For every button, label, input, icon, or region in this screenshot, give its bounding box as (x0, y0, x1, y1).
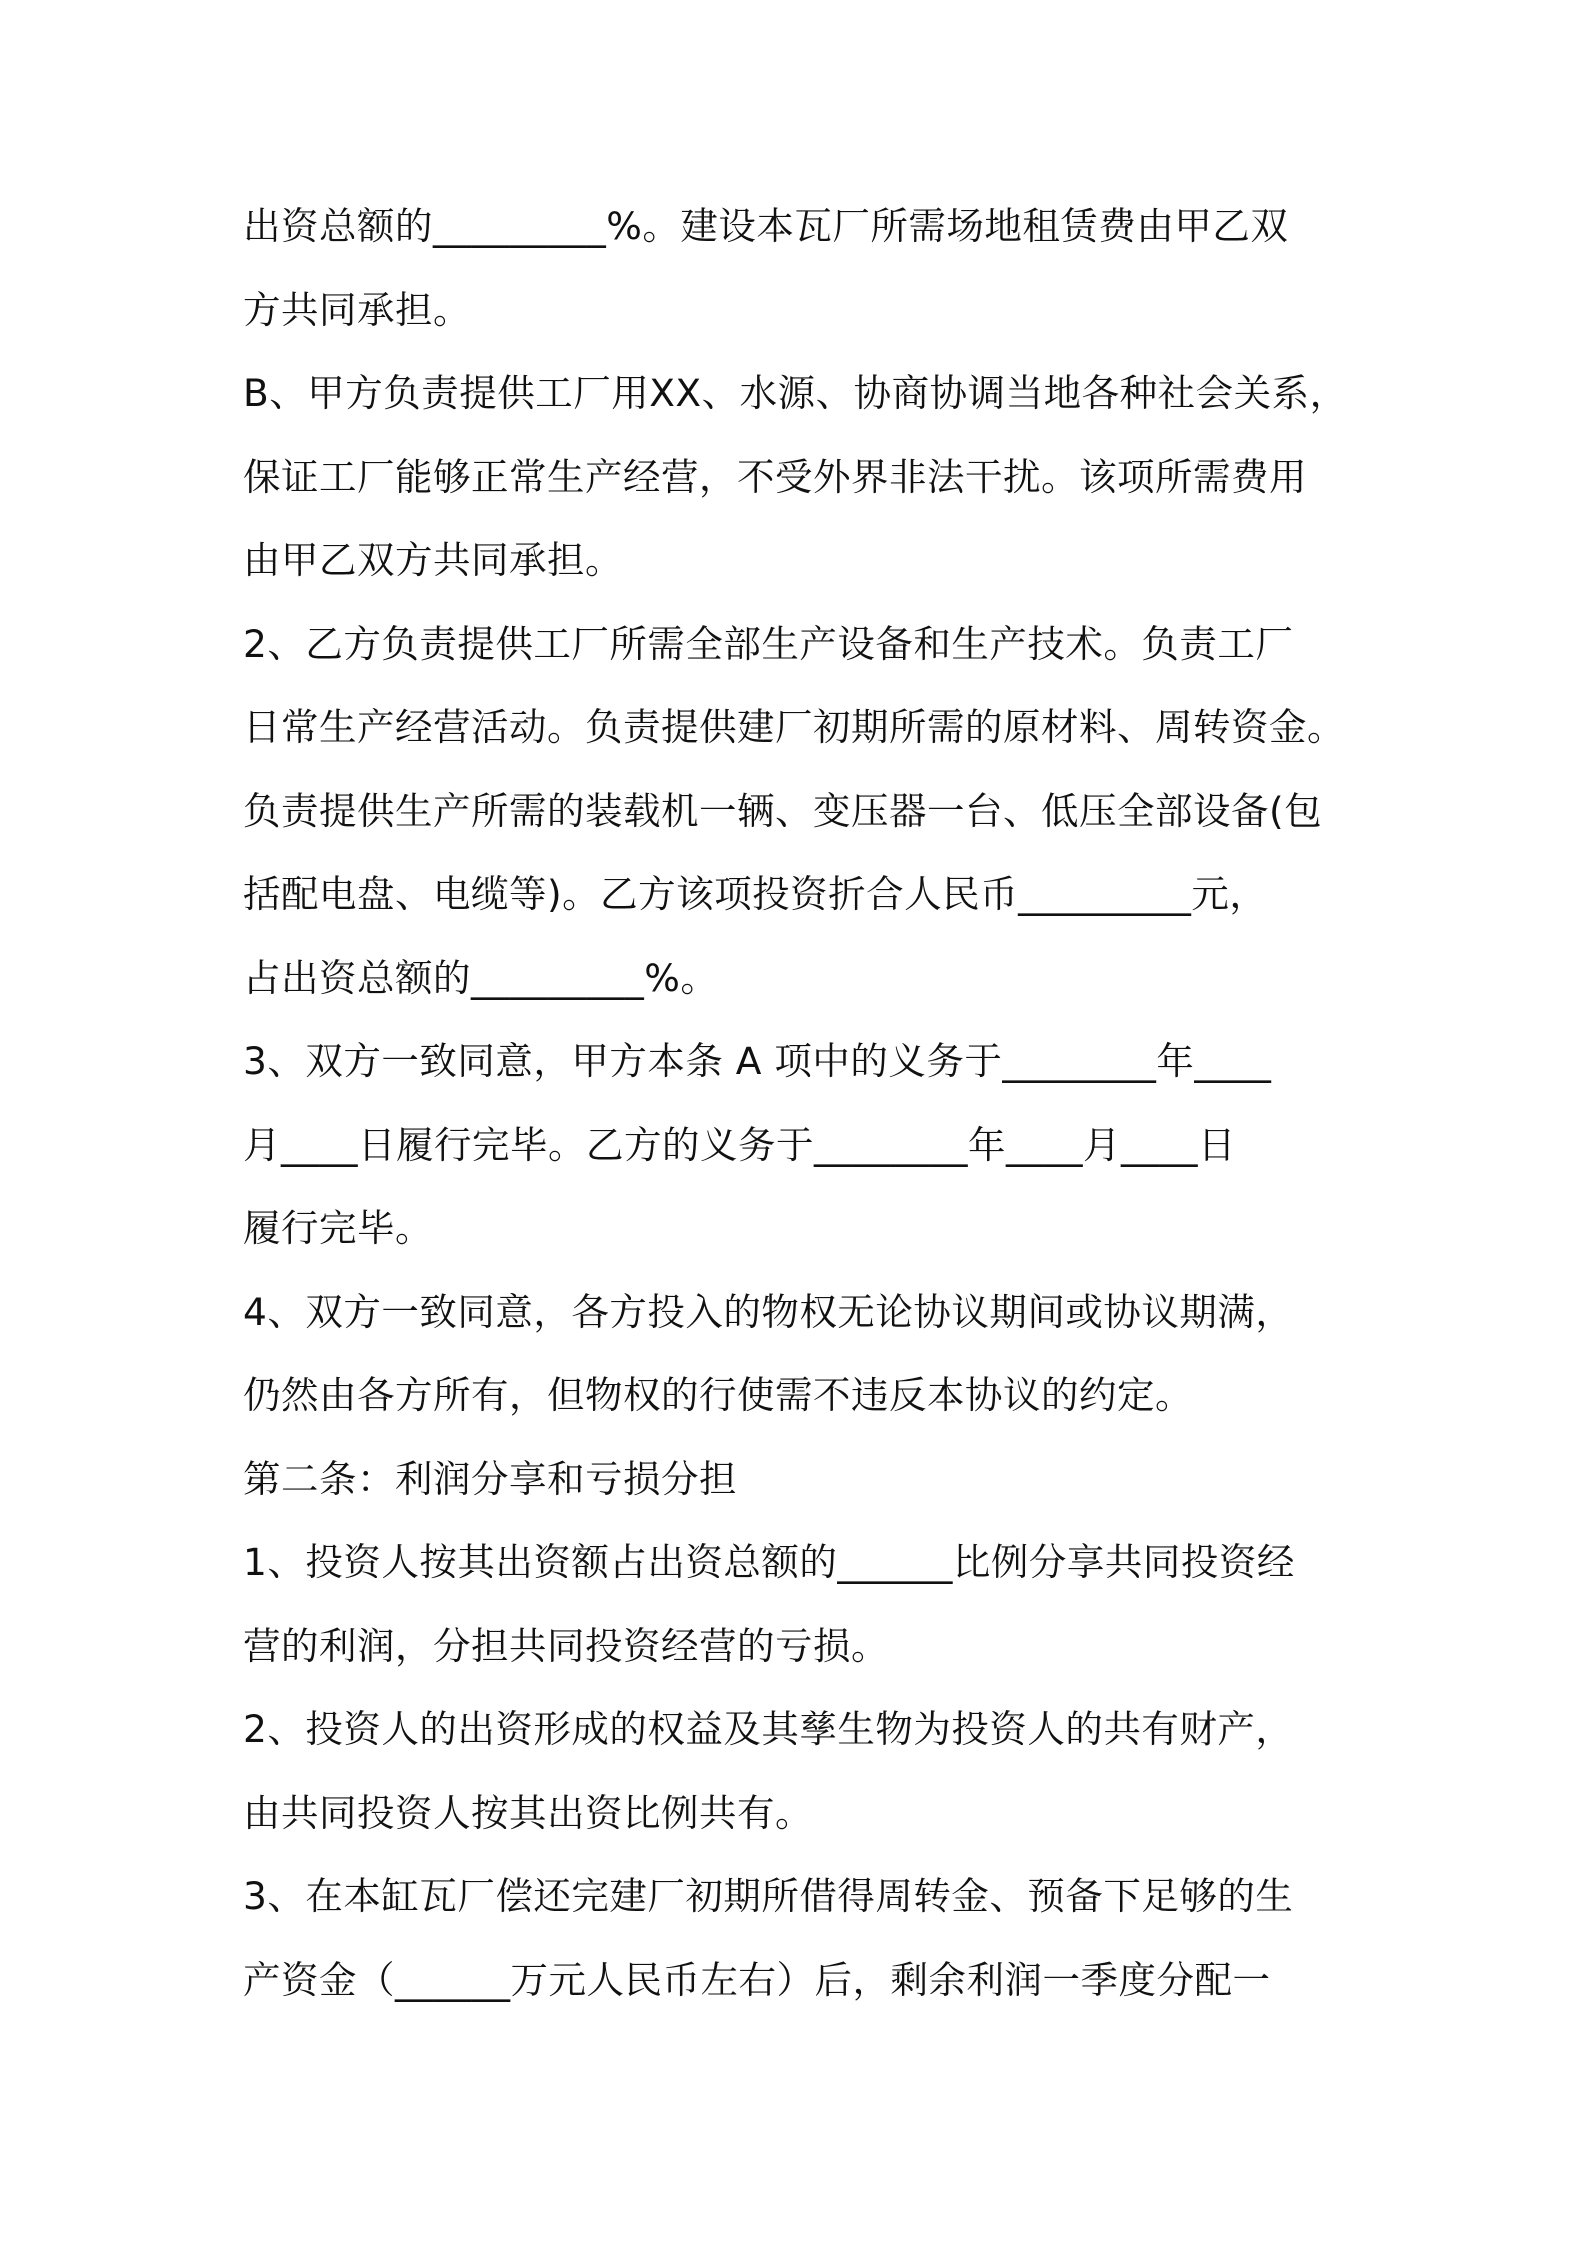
text-line: 日常生产经营活动。负责提供建厂初期所需的原材料、周转资金。 (243, 705, 1345, 749)
text-line: 营的利润，分担共同投资经营的亏损。 (243, 1623, 889, 1668)
text-line: 仍然由各方所有，但物权的行使需不违反本协议的约定。 (243, 1373, 1193, 1417)
text-line: 保证工厂能够正常生产经营，不受外界非法干扰。该项所需费用 (243, 454, 1307, 499)
text-line: 3、在本缸瓦厂偿还完建厂初期所借得周转金、预备下足够的生 (243, 1874, 1294, 1918)
text-line: 履行完毕。 (243, 1206, 433, 1250)
text-line: 月____日履行完毕。乙方的义务于________年____月____日 (243, 1122, 1236, 1167)
text-line: 3、双方一致同意，甲方本条 A 项中的义务于________年____ (243, 1039, 1272, 1083)
text-line: 占出资总额的_________%。 (243, 955, 719, 1000)
text-line: 4、双方一致同意，各方投入的物权无论协议期间或协议期满， (243, 1289, 1294, 1334)
text-line: 括配电盘、电缆等)。乙方该项投资折合人民币_________元， (243, 872, 1268, 916)
text-line: 由共同投资人按其出资比例共有。 (243, 1790, 813, 1835)
text-line: 由甲乙双方共同承担。 (243, 538, 623, 582)
text-line: B、甲方负责提供工厂用XX、水源、协商协调当地各种社会关系， (243, 371, 1348, 415)
section-heading: 第二条：利润分享和亏损分担 (243, 1456, 737, 1501)
text-line: 出资总额的_________%。建设本瓦厂所需场地租赁费由甲乙双 (243, 204, 1289, 248)
text-line: 负责提供生产所需的装载机一辆、变压器一台、低压全部设备(包 (243, 788, 1323, 833)
text-line: 2、投资人的出资形成的权益及其孳生物为投资人的共有财产， (243, 1707, 1294, 1751)
document-body-text (243, 185, 1353, 2022)
text-line: 2、乙方负责提供工厂所需全部生产设备和生产技术。负责工厂 (243, 621, 1294, 666)
text-line: 产资金（______万元人民币左右）后，剩余利润一季度分配一 (243, 1957, 1271, 2002)
text-line: 1、投资人按其出资额占出资总额的______比例分享共同投资经 (243, 1540, 1295, 1584)
text-line: 方共同承担。 (243, 287, 471, 332)
